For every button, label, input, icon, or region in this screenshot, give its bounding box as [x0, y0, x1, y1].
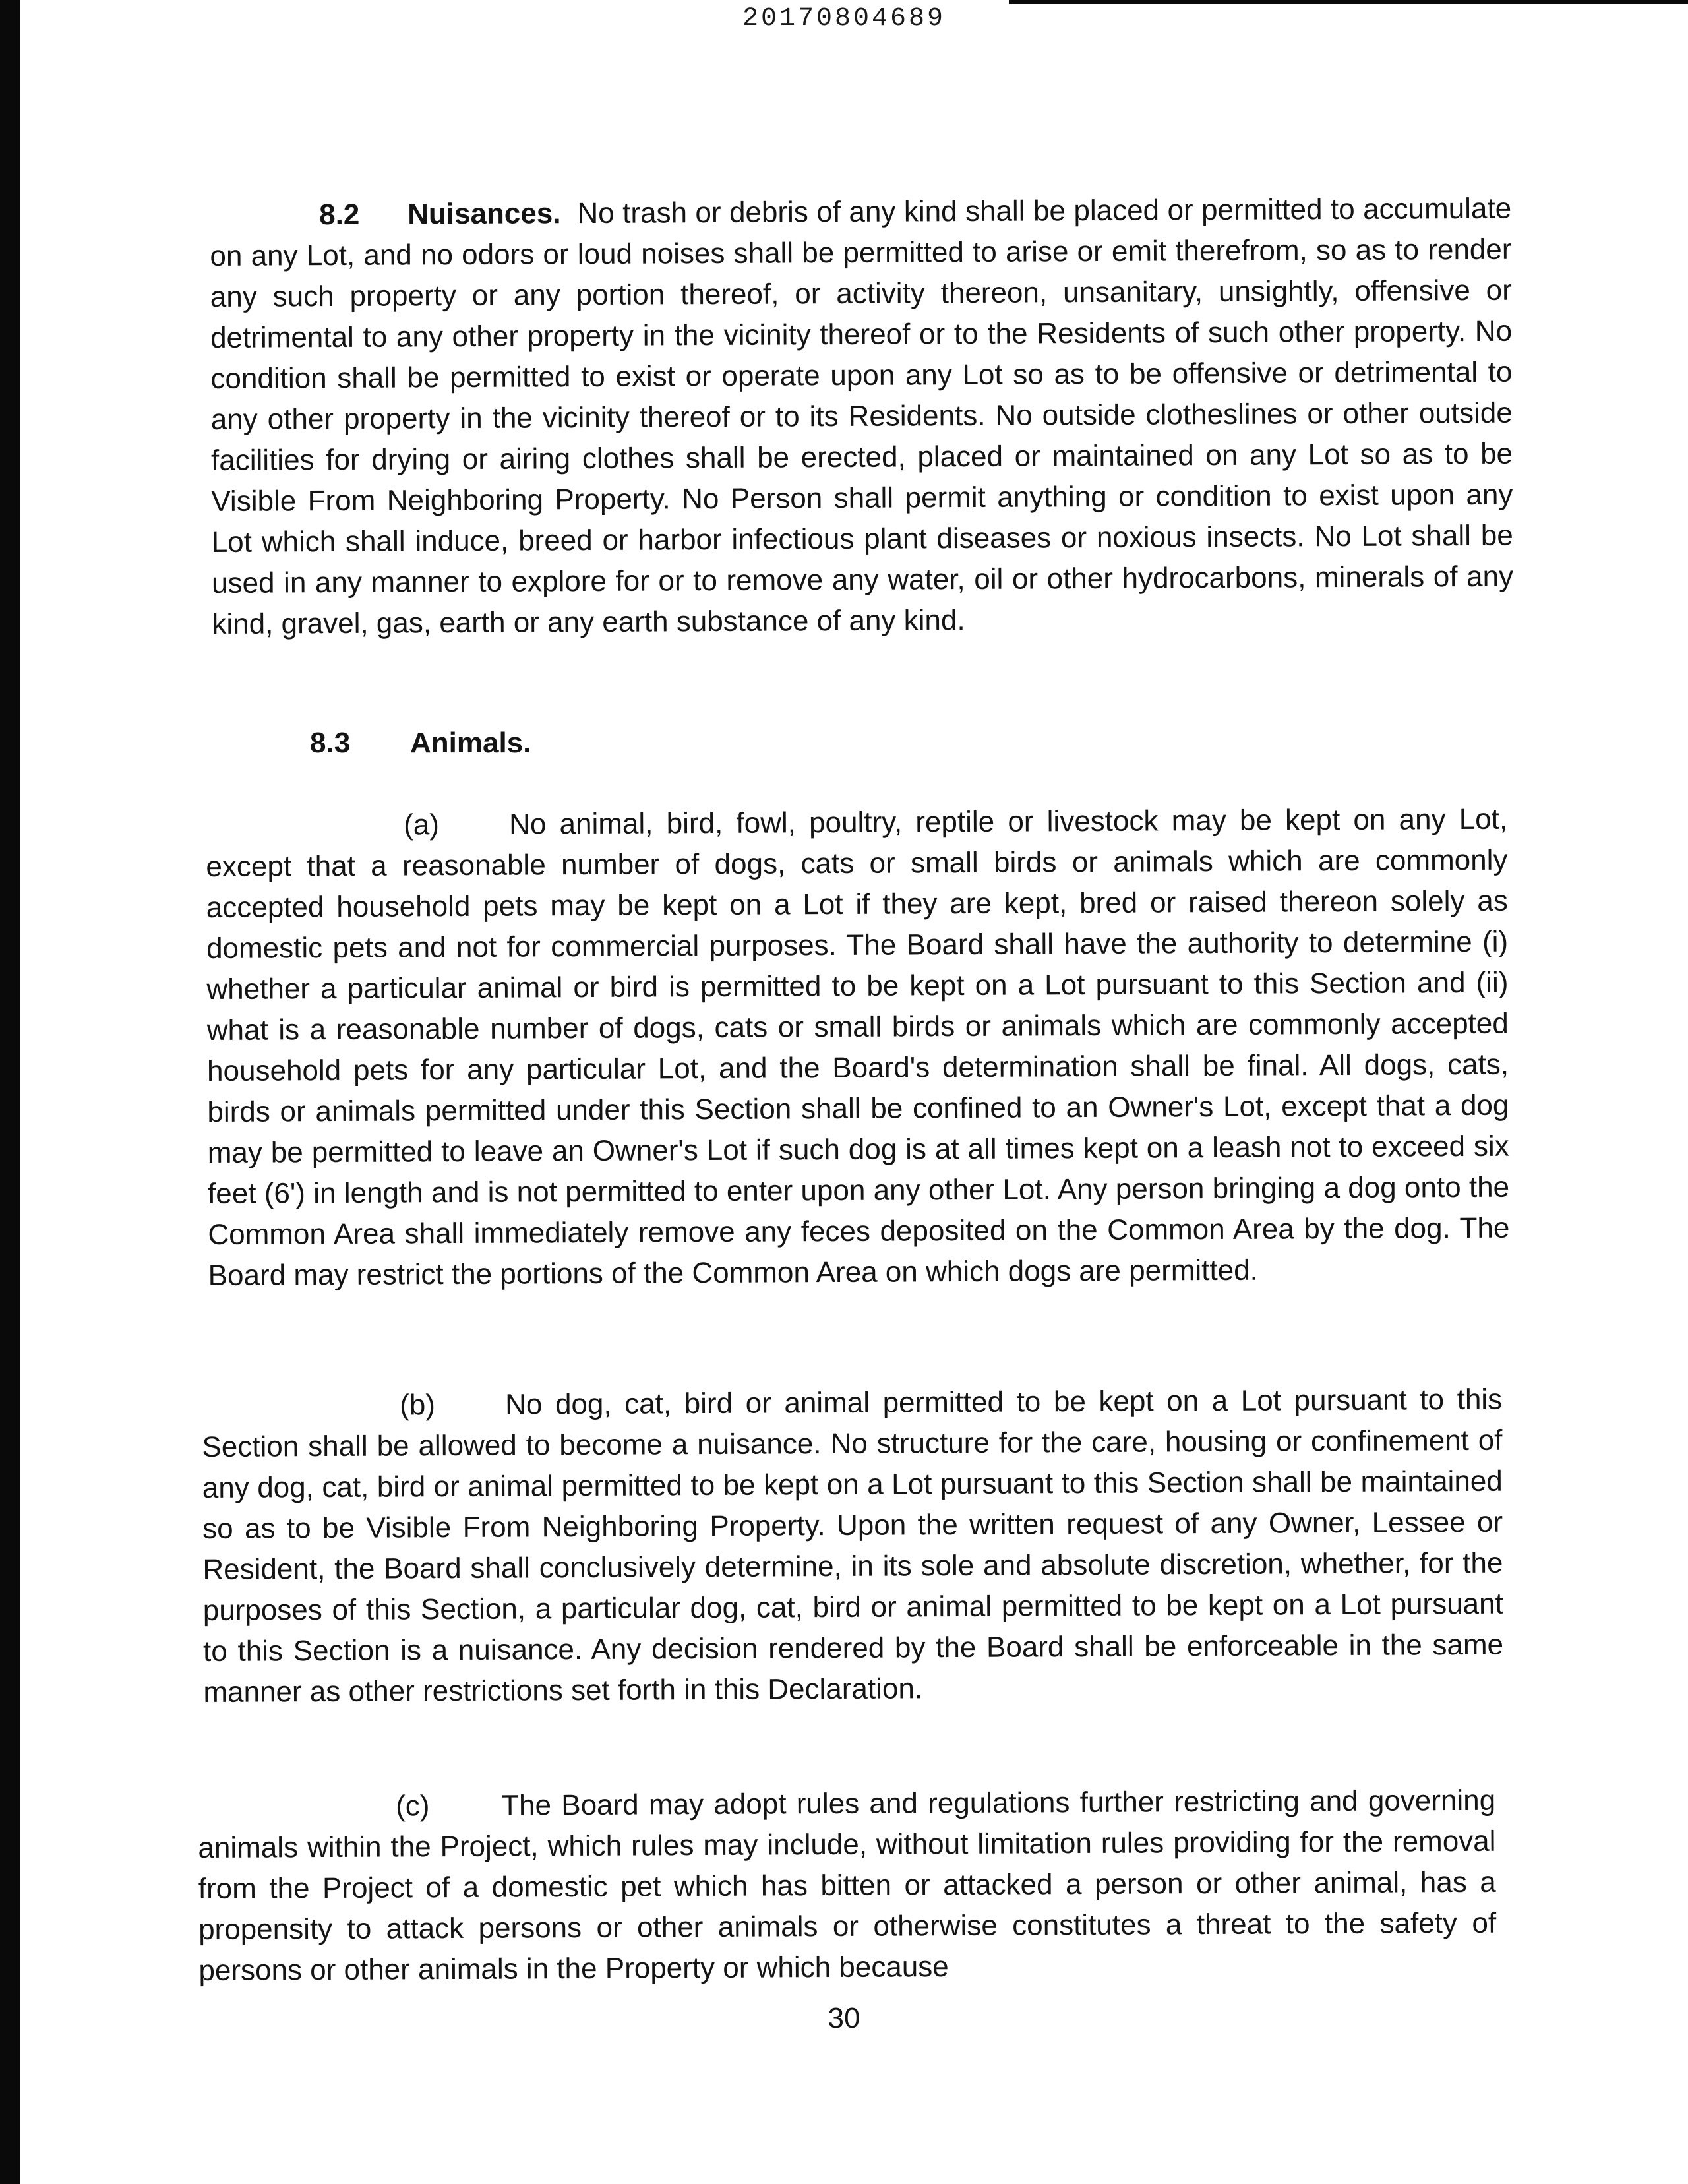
- section-8-3-a-paragraph: [206, 799, 1510, 1296]
- recording-number: 20170804689: [742, 4, 946, 34]
- subsection-b-body: No dog, cat, bird or animal permitted to be kept on a Lot pursuant to this Section shall be allowed to become a nuisance. No structure for the care, housing or confinement of any dog, cat, bird or animal permitted to be kept on a Lot pursuant to this Section shall be maintained so as to be Visible From Neighboring Property. Upon the written request of any Owner, Lessee or Resident, the Board shall conclusively determine, in its sole and absolute discretion, whether, for the purposes of this Section, a particular dog, cat, bird or animal permitted to be kept on a Lot pursuant to this Section is a nuisance. Any decision rendered by the Board shall be enforceable in the same manner as other restrictions set forth in this Declaration.: [202, 1383, 1504, 1709]
- subsection-a-label: (a): [404, 808, 440, 841]
- section-8-3-heading: [310, 723, 531, 764]
- section-8-3-number: 8.3: [310, 727, 351, 759]
- section-8-3-b-paragraph: [202, 1380, 1504, 1713]
- scan-top-rule: [1009, 0, 1688, 4]
- section-8-3-title: Animals.: [410, 727, 531, 759]
- section-8-3-c-paragraph: [198, 1780, 1497, 1991]
- section-8-2-body: No trash or debris of any kind shall be placed or permitted to accumulate on any Lot, and no odors or loud noises shall be permitted to arise or emit therefrom, so as to render any such property or any portion thereof, or activity thereon, unsanitary, unsightly, offensive or detrimental to any other property in the vicinity thereof or to the Residents of such other property. No condition shall be permitted to exist or operate upon any Lot so as to be offensive or detrimental to any other property in the vicinity thereof or to its Residents. No outside clotheslines or other outside facilities for drying or airing clothes shall be erected, placed or maintained on any Lot so as to be Visible From Neighboring Property. No Person shall permit anything or condition to exist upon any Lot which shall induce, breed or harbor infectious plant diseases or noxious insects. No Lot shall be used in any manner to explore for or to remove any water, oil or other hydrocarbons, minerals of any kind, gravel, gas, earth or any earth substance of any kind.: [210, 192, 1514, 640]
- section-8-2-number: 8.2: [319, 198, 360, 231]
- subsection-c-body: The Board may adopt rules and regulations further restricting and governing animals within the Project, which rules may include, without limitation rules providing for the removal from the Project of a domestic pet which has bitten or attacked a person or other animal, has a propensity to attack persons or other animals or otherwise constitutes a threat to the safety of persons or other animals in the Property or which because: [198, 1784, 1497, 1987]
- subsection-a-body: No animal, bird, fowl, poultry, reptile or livestock may be kept on any Lot, except that a reasonable number of dogs, cats or small birds or animals which are commonly accepted household pets may be kept on a Lot if they are kept, bred or raised thereon solely as domestic pets and not for commercial purposes. The Board shall have the authority to determine (i) whether a particular animal or bird is permitted to be kept on a Lot pursuant to this Section and (ii) what is a reasonable number of dogs, cats or small birds or animals which are commonly accepted household pets for any particular Lot, and the Board's determination shall be final. All dogs, cats, birds or animals permitted under this Section shall be confined to an Owner's Lot, except that a dog may be permitted to leave an Owner's Lot if such dog is at all times kept on a leash not to exceed six feet (6') in length and is not permitted to enter upon any other Lot. Any person bringing a dog onto the Common Area shall immediately remove any feces deposited on the Common Area by the dog. The Board may restrict the portions of the Common Area on which dogs are permitted.: [206, 803, 1510, 1292]
- section-8-2-paragraph: [210, 189, 1514, 645]
- subsection-c-label: (c): [396, 1790, 430, 1823]
- scan-shadow-left-edge: [0, 0, 20, 2184]
- subsection-b-label: (b): [400, 1389, 436, 1422]
- page-number: 30: [828, 2002, 860, 2034]
- section-8-2-title: Nuisances.: [407, 197, 561, 231]
